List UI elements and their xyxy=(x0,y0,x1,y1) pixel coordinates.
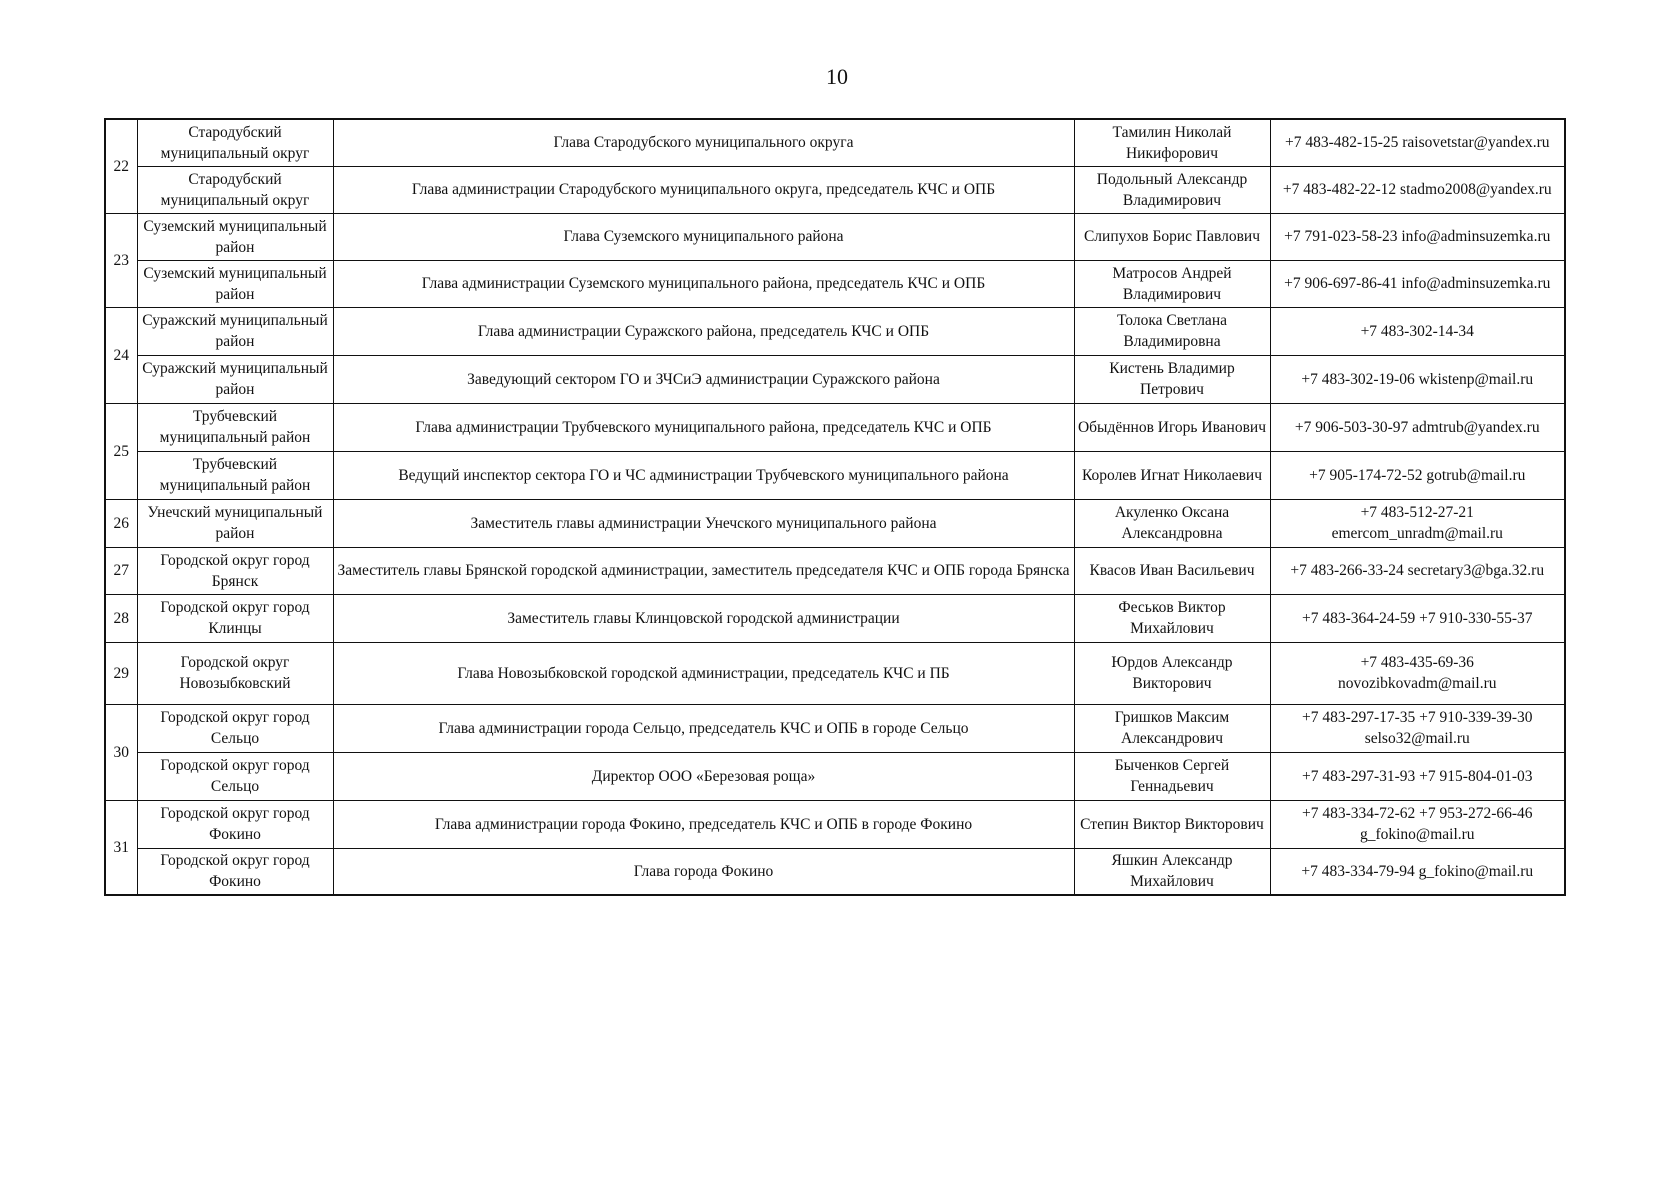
position-cell: Глава Новозыбковской городской администрации, председатель КЧС и ПБ xyxy=(333,642,1074,704)
contact-line: +7 483-334-79-94 g_fokino@mail.ru xyxy=(1301,862,1534,880)
contact-line: +7 483-364-24-59 +7 910-330-55-37 xyxy=(1301,609,1533,627)
contact-cell xyxy=(1270,355,1565,403)
person-name-cell: Толока Светлана Владимировна xyxy=(1074,307,1270,355)
person-name-cell: Слипухов Борис Павлович xyxy=(1074,213,1270,260)
position-cell: Заведующий сектором ГО и ЗЧСиЭ администрации Суражского района xyxy=(333,355,1074,403)
contact-line: +7 483-297-31-93 +7 915-804-01-03 xyxy=(1301,767,1533,785)
contact-line: +7 483-512-27-21 xyxy=(1360,504,1474,521)
contact-line: +7 483-482-15-25 raisovetstar@yandex.ru xyxy=(1285,134,1550,152)
contact-line: +7 905-174-72-52 gotrub@mail.ru xyxy=(1309,466,1526,484)
contact-line: g_fokino@mail.ru xyxy=(1359,826,1475,843)
contact-line: +7 791-023-58-23 info@adminsuzemka.ru xyxy=(1284,228,1551,245)
district-cell: Городской округ город Клинцы xyxy=(137,594,333,642)
person-name-cell: Быченков Сергей Геннадьевич xyxy=(1074,752,1270,800)
district-cell: Трубчевский муниципальный район xyxy=(137,403,333,451)
table-row xyxy=(105,848,1565,895)
contact-line: +7 483-334-72-62 +7 953-272-66-46 xyxy=(1301,805,1533,822)
row-number: 30 xyxy=(105,704,137,800)
row-number: 31 xyxy=(105,800,137,895)
contact-cell xyxy=(1270,752,1565,800)
contact-cell xyxy=(1270,848,1565,895)
contact-line: +7 483-266-33-24 secretary3@bga.32.ru xyxy=(1290,562,1545,579)
row-number: 24 xyxy=(105,307,137,403)
table-row xyxy=(105,355,1565,403)
table-row xyxy=(105,403,1565,451)
position-cell: Заместитель главы Клинцовской городской администрации xyxy=(333,594,1074,642)
contact-line: selso32@mail.ru xyxy=(1364,730,1470,747)
district-cell: Городской округ Новозыбковский xyxy=(137,642,333,704)
row-number: 29 xyxy=(105,642,137,704)
table-row xyxy=(105,119,1565,166)
contact-cell xyxy=(1270,642,1565,704)
contact-cell xyxy=(1270,166,1565,213)
person-name-cell: Акуленко Оксана Александровна xyxy=(1074,499,1270,547)
position-cell: Глава администрации Стародубского муниципального округа, председатель КЧС и ОПБ xyxy=(333,166,1074,213)
contact-cell xyxy=(1270,403,1565,451)
contact-cell xyxy=(1270,704,1565,752)
contact-cell xyxy=(1270,119,1565,166)
district-cell: Суземский муниципальный район xyxy=(137,260,333,307)
contact-line: +7 483-297-17-35 +7 910-339-39-30 xyxy=(1301,709,1533,726)
table-row xyxy=(105,499,1565,547)
district-cell: Городской округ город Сельцо xyxy=(137,752,333,800)
person-name-cell: Яшкин Александр Михайлович xyxy=(1074,848,1270,895)
person-name-cell: Обыдённов Игорь Иванович xyxy=(1074,403,1270,451)
contact-cell xyxy=(1270,800,1565,848)
position-cell: Ведущий инспектор сектора ГО и ЧС администрации Трубчевского муниципального района xyxy=(333,451,1074,499)
position-cell: Глава администрации города Фокино, председатель КЧС и ОПБ в городе Фокино xyxy=(333,800,1074,848)
person-name-cell: Подольный Александр Владимирович xyxy=(1074,166,1270,213)
person-name-cell: Матросов Андрей Владимирович xyxy=(1074,260,1270,307)
district-cell: Городской округ город Брянск xyxy=(137,547,333,594)
contact-line: +7 483-482-22-12 stadmo2008@yandex.ru xyxy=(1282,181,1552,198)
table-row xyxy=(105,642,1565,704)
table-row xyxy=(105,800,1565,848)
position-cell: Заместитель главы администрации Унечского муниципального района xyxy=(333,499,1074,547)
contact-line: +7 483-302-14-34 xyxy=(1360,322,1474,340)
contact-line: +7 906-503-30-97 admtrub@yandex.ru xyxy=(1294,418,1540,436)
position-cell: Глава города Фокино xyxy=(333,848,1074,895)
person-name-cell: Феськов Виктор Михайлович xyxy=(1074,594,1270,642)
district-cell: Трубчевский муниципальный район xyxy=(137,451,333,499)
table-row xyxy=(105,260,1565,307)
row-number: 23 xyxy=(105,213,137,307)
table-row xyxy=(105,307,1565,355)
table-row xyxy=(105,547,1565,594)
position-cell: Глава администрации Суземского муниципального района, председатель КЧС и ОПБ xyxy=(333,260,1074,307)
district-cell: Городской округ город Фокино xyxy=(137,848,333,895)
person-name-cell: Юрдов Александр Викторович xyxy=(1074,642,1270,704)
position-cell: Глава администрации города Сельцо, председатель КЧС и ОПБ в городе Сельцо xyxy=(333,704,1074,752)
district-cell: Городской округ город Сельцо xyxy=(137,704,333,752)
person-name-cell: Тамилин Николай Никифорович xyxy=(1074,119,1270,166)
person-name-cell: Королев Игнат Николаевич xyxy=(1074,451,1270,499)
row-number: 25 xyxy=(105,403,137,499)
contact-cell xyxy=(1270,213,1565,260)
table-row xyxy=(105,213,1565,260)
district-cell: Стародубский муниципальный округ xyxy=(137,166,333,213)
table-row xyxy=(105,704,1565,752)
person-name-cell: Степин Виктор Викторович xyxy=(1074,800,1270,848)
contact-line: +7 906-697-86-41 info@adminsuzemka.ru xyxy=(1284,275,1551,292)
row-number: 22 xyxy=(105,119,137,213)
row-number: 27 xyxy=(105,547,137,594)
table-row xyxy=(105,752,1565,800)
row-number: 28 xyxy=(105,594,137,642)
contact-line: +7 483-302-19-06 wkistenp@mail.ru xyxy=(1301,370,1534,388)
position-cell: Глава администрации Трубчевского муниципального района, председатель КЧС и ОПБ xyxy=(333,403,1074,451)
table-row xyxy=(105,166,1565,213)
district-cell: Суражский муниципальный район xyxy=(137,355,333,403)
contact-line: novozibkovadm@mail.ru xyxy=(1338,675,1497,692)
page-number: 10 xyxy=(826,64,848,89)
contact-line: emercom_unradm@mail.ru xyxy=(1331,525,1503,542)
district-cell: Унечский муниципальный район xyxy=(137,499,333,547)
contact-cell xyxy=(1270,451,1565,499)
position-cell: Глава Суземского муниципального района xyxy=(333,213,1074,260)
district-cell: Стародубский муниципальный округ xyxy=(137,119,333,166)
contact-cell xyxy=(1270,260,1565,307)
table-body xyxy=(105,119,1565,895)
position-cell: Заместитель главы Брянской городской администрации, заместитель председателя КЧС и ОПБ города Брянска xyxy=(333,547,1074,594)
table-row xyxy=(105,451,1565,499)
contact-cell xyxy=(1270,307,1565,355)
person-name-cell: Квасов Иван Васильевич xyxy=(1074,547,1270,594)
person-name-cell: Гришков Максим Александрович xyxy=(1074,704,1270,752)
district-cell: Городской округ город Фокино xyxy=(137,800,333,848)
row-number: 26 xyxy=(105,499,137,547)
contact-cell xyxy=(1270,547,1565,594)
position-cell: Директор ООО «Березовая роща» xyxy=(333,752,1074,800)
contact-cell xyxy=(1270,499,1565,547)
district-cell: Суземский муниципальный район xyxy=(137,213,333,260)
person-name-cell: Кистень Владимир Петрович xyxy=(1074,355,1270,403)
district-cell: Суражский муниципальный район xyxy=(137,307,333,355)
contact-cell xyxy=(1270,594,1565,642)
position-cell: Глава администрации Суражского района, председатель КЧС и ОПБ xyxy=(333,307,1074,355)
table-row xyxy=(105,594,1565,642)
contacts-table xyxy=(104,118,1566,896)
contact-line: +7 483-435-69-36 xyxy=(1360,654,1474,671)
position-cell: Глава Стародубского муниципального округа xyxy=(333,119,1074,166)
